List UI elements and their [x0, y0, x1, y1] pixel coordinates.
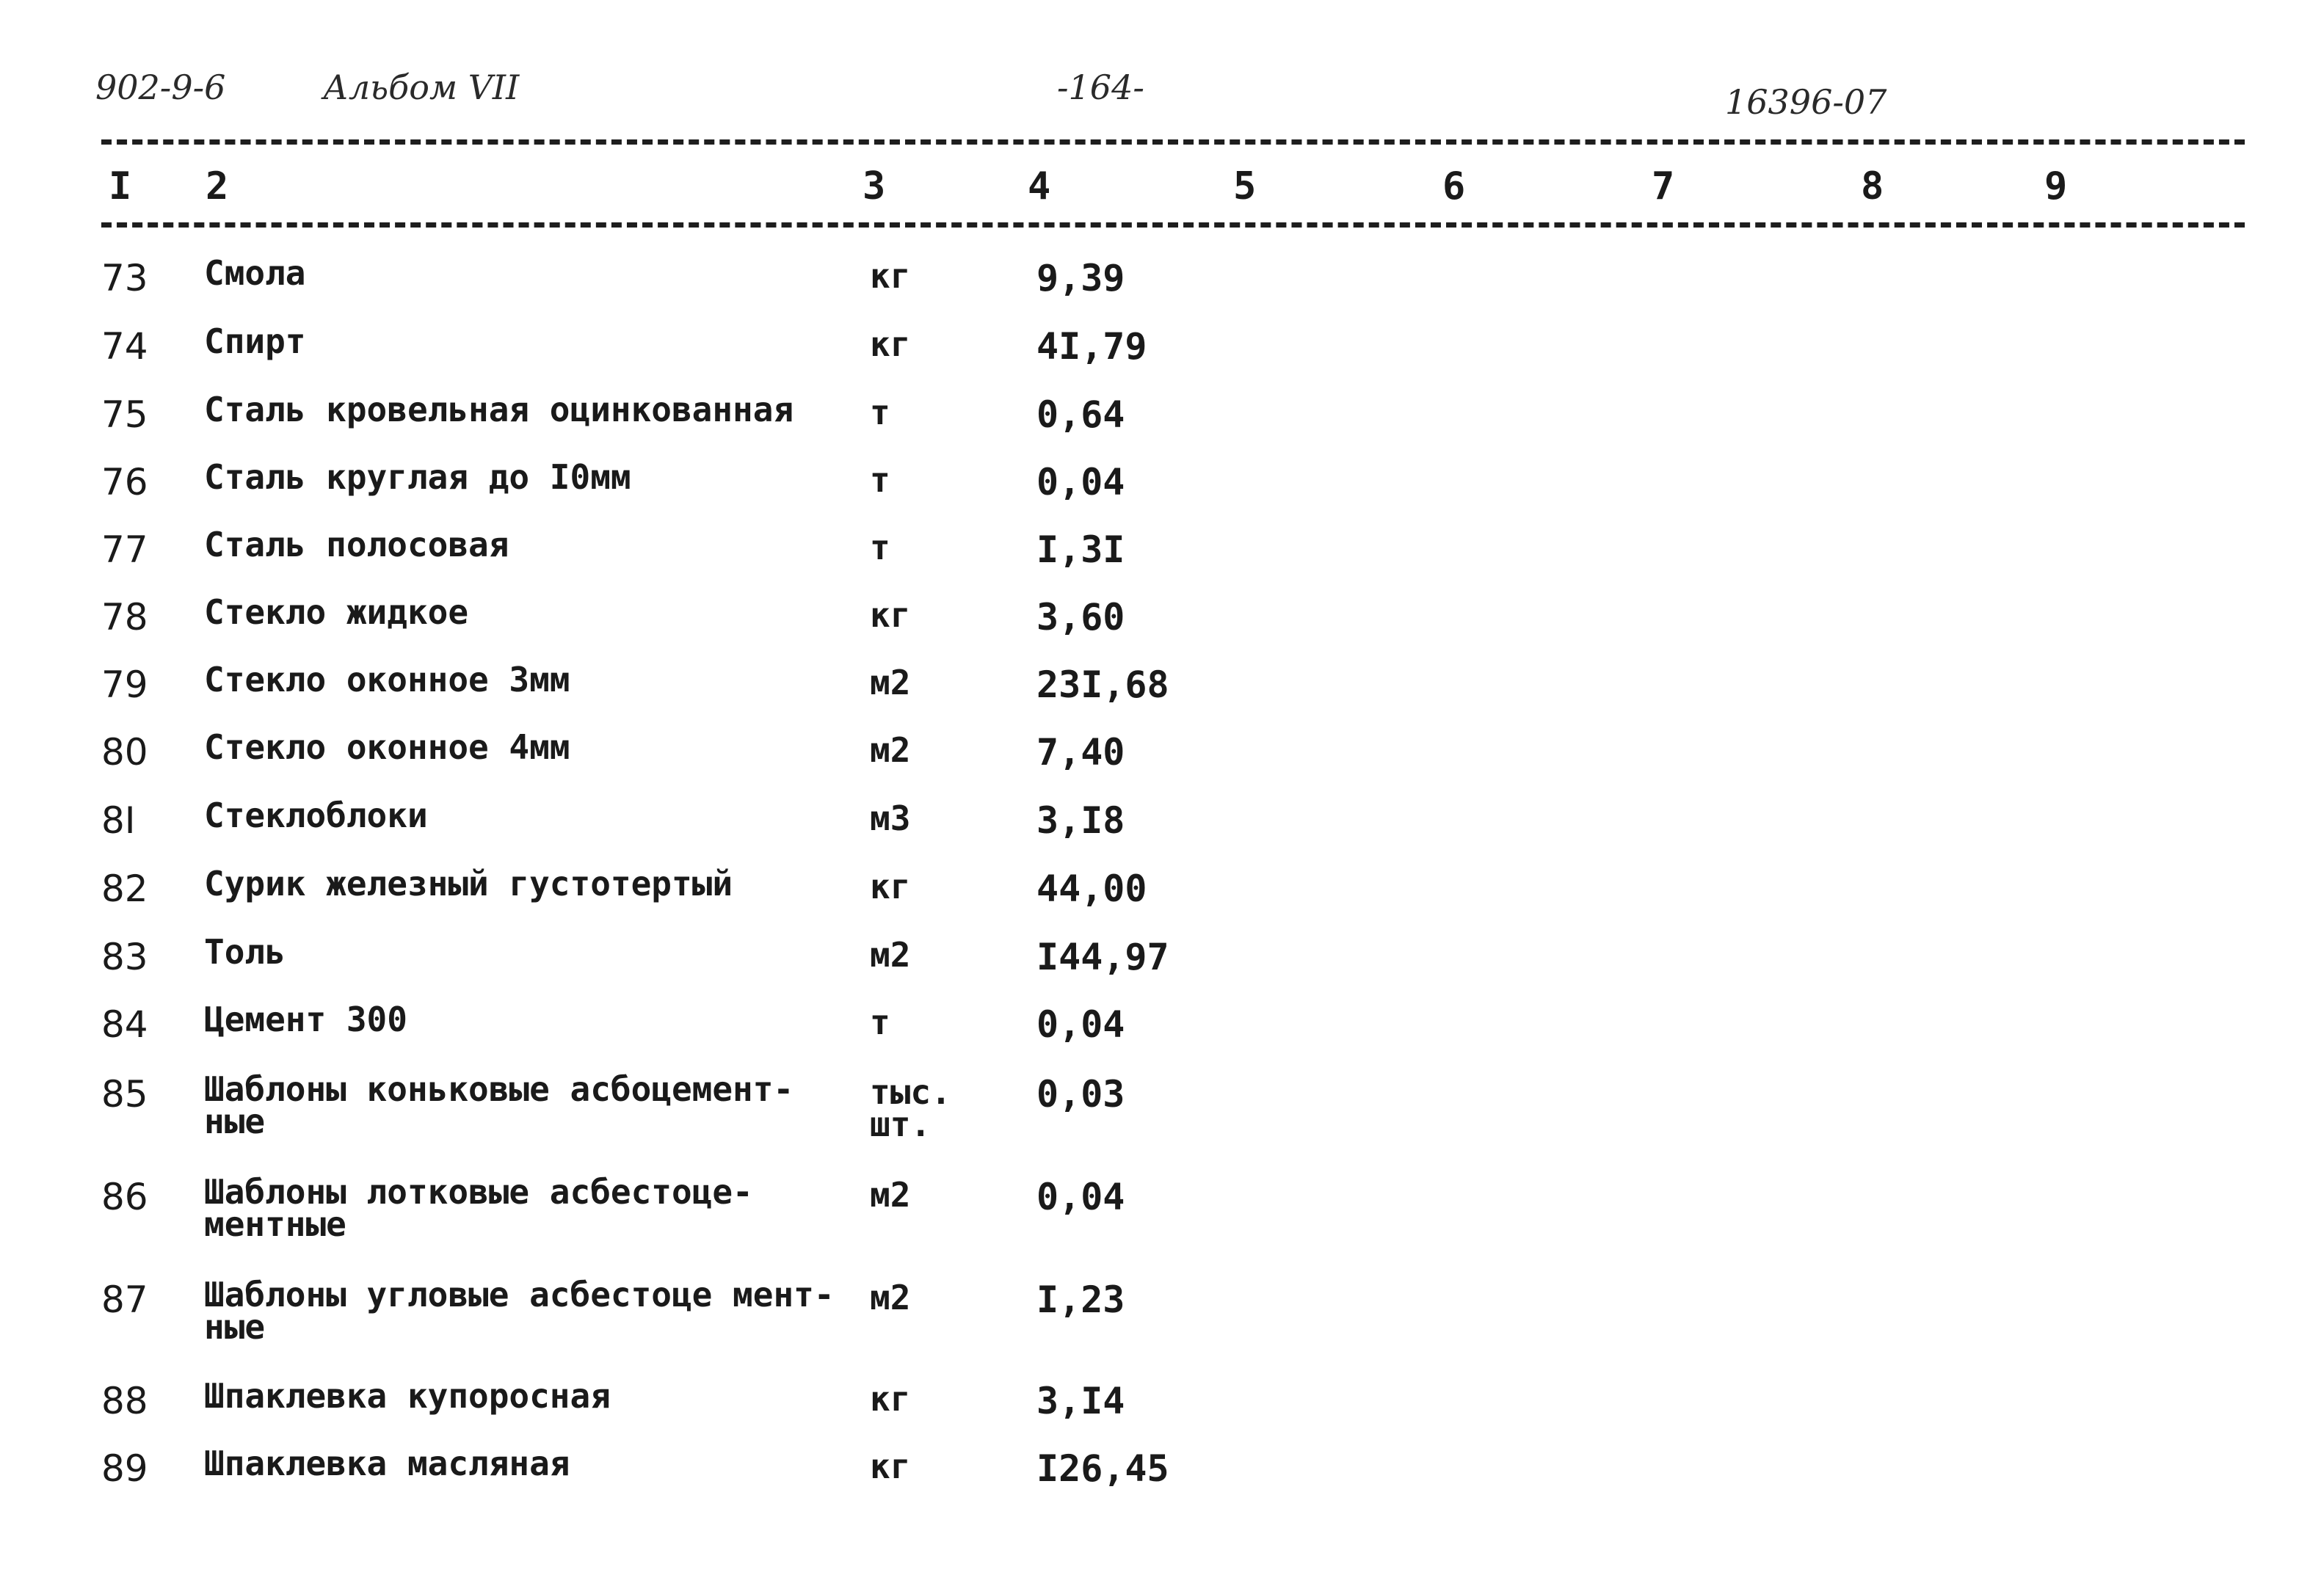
material-name-line: Шаблоны лотковые асбестоце-: [204, 1172, 753, 1212]
document-code: 902-9-6: [95, 68, 226, 107]
column-header-8: 8: [1861, 164, 1884, 208]
material-name-line: Смола: [204, 253, 306, 293]
quantity: 0,04: [1036, 1003, 1125, 1046]
quantity: I26,45: [1036, 1447, 1169, 1490]
sheet-code: 16396-07: [1725, 82, 1887, 122]
unit-of-measure: т: [870, 528, 890, 567]
material-name-line: Стекло оконное 4мм: [204, 727, 570, 767]
material-name-line: Сталь полосовая: [204, 525, 509, 564]
column-header-5: 5: [1233, 164, 1257, 208]
unit-of-measure: т: [870, 1003, 890, 1042]
material-name-line: Цемент 300: [204, 1000, 407, 1039]
material-name: [204, 525, 509, 564]
unit-of-measure: т: [870, 393, 890, 432]
unit-of-measure: кг: [870, 595, 911, 635]
row-number: 82: [101, 867, 148, 910]
unit-of-measure: м3: [870, 799, 911, 838]
column-header-2: 2: [206, 164, 229, 208]
unit-of-measure: м2: [870, 1175, 911, 1215]
quantity: I,3I: [1036, 528, 1125, 571]
unit-of-measure: м2: [870, 663, 911, 702]
row-number: 78: [101, 596, 148, 639]
material-name-continuation: ментные: [204, 1204, 346, 1244]
unit-of-measure: т: [870, 460, 890, 500]
row-number: 84: [101, 1003, 148, 1046]
unit-of-measure: тыс. шт.: [870, 1072, 951, 1144]
material-name: [204, 592, 469, 632]
album-label: Альбом VII: [323, 68, 520, 107]
row-number: 77: [101, 528, 148, 571]
quantity: 3,I4: [1036, 1380, 1125, 1422]
material-name-line: Шаблоны коньковые асбоцемент-: [204, 1069, 794, 1109]
row-number: 73: [101, 257, 148, 299]
material-name-line: Стеклоблоки: [204, 796, 428, 835]
quantity: I44,97: [1036, 936, 1169, 978]
column-header-6: 6: [1442, 164, 1466, 208]
row-number: 85: [101, 1073, 148, 1116]
material-name: [204, 932, 286, 972]
row-number: 86: [101, 1176, 148, 1218]
quantity: 4I,79: [1036, 325, 1147, 368]
material-name: [204, 390, 794, 429]
unit-of-measure: м2: [870, 1278, 911, 1317]
column-header-9: 9: [2044, 164, 2068, 208]
material-name: [204, 864, 733, 903]
quantity: 0,03: [1036, 1073, 1125, 1116]
top-dashed-rule: [101, 139, 2245, 145]
unit-of-measure: кг: [870, 1447, 911, 1486]
unit-of-measure: кг: [870, 867, 911, 906]
material-name-line: Сталь кровельная оцинкованная: [204, 390, 794, 429]
row-number: 87: [101, 1278, 148, 1321]
material-name-line: Толь: [204, 932, 286, 972]
material-name-continuation: ные: [204, 1307, 266, 1347]
page-number: -164-: [1057, 68, 1144, 107]
row-number: 75: [101, 393, 148, 436]
material-name: [204, 1000, 407, 1039]
unit-of-measure: м2: [870, 730, 911, 770]
column-header-4: 4: [1028, 164, 1051, 208]
material-name: [204, 1275, 835, 1347]
column-header-3: 3: [863, 164, 886, 208]
row-number: 83: [101, 936, 148, 978]
material-name: [204, 1069, 794, 1141]
row-number: 89: [101, 1447, 148, 1490]
material-name: [204, 457, 631, 497]
row-number: 88: [101, 1380, 148, 1422]
row-number: 8I: [101, 799, 136, 842]
unit-of-measure: м2: [870, 935, 911, 975]
material-name: [204, 727, 570, 767]
material-name-line: Стекло оконное 3мм: [204, 660, 570, 699]
row-number: 74: [101, 325, 148, 368]
material-name: [204, 253, 306, 293]
material-name: [204, 660, 570, 699]
quantity: 44,00: [1036, 867, 1147, 910]
material-name: [204, 1376, 611, 1416]
quantity: 0,64: [1036, 393, 1125, 436]
quantity: 9,39: [1036, 257, 1125, 299]
material-name: [204, 1444, 570, 1483]
unit-of-measure: кг: [870, 256, 911, 296]
material-name-line: Сурик железный густотертый: [204, 864, 733, 903]
material-name-line: Сталь круглая до I0мм: [204, 457, 631, 497]
quantity: 3,60: [1036, 596, 1125, 639]
material-name: [204, 796, 428, 835]
unit-of-measure: кг: [870, 324, 911, 364]
unit-of-measure: кг: [870, 1379, 911, 1419]
quantity: 7,40: [1036, 731, 1125, 774]
row-number: 80: [101, 731, 148, 774]
material-name: [204, 321, 306, 361]
material-name: [204, 1172, 753, 1244]
row-number: 76: [101, 461, 148, 503]
material-name-line: Шпаклевка купоросная: [204, 1376, 611, 1416]
header-dashed-rule: [101, 222, 2245, 228]
material-name-line: Шаблоны угловые асбестоце мент-: [204, 1275, 835, 1314]
quantity: I,23: [1036, 1278, 1125, 1321]
quantity: 0,04: [1036, 461, 1125, 503]
column-header-1: I: [109, 164, 132, 208]
quantity: 23I,68: [1036, 663, 1169, 706]
quantity: 3,I8: [1036, 799, 1125, 842]
material-name-line: Спирт: [204, 321, 306, 361]
quantity: 0,04: [1036, 1176, 1125, 1218]
material-name-line: Шпаклевка масляная: [204, 1444, 570, 1483]
row-number: 79: [101, 663, 148, 706]
column-header-7: 7: [1652, 164, 1675, 208]
material-name-continuation: ные: [204, 1102, 266, 1141]
material-name-line: Стекло жидкое: [204, 592, 469, 632]
